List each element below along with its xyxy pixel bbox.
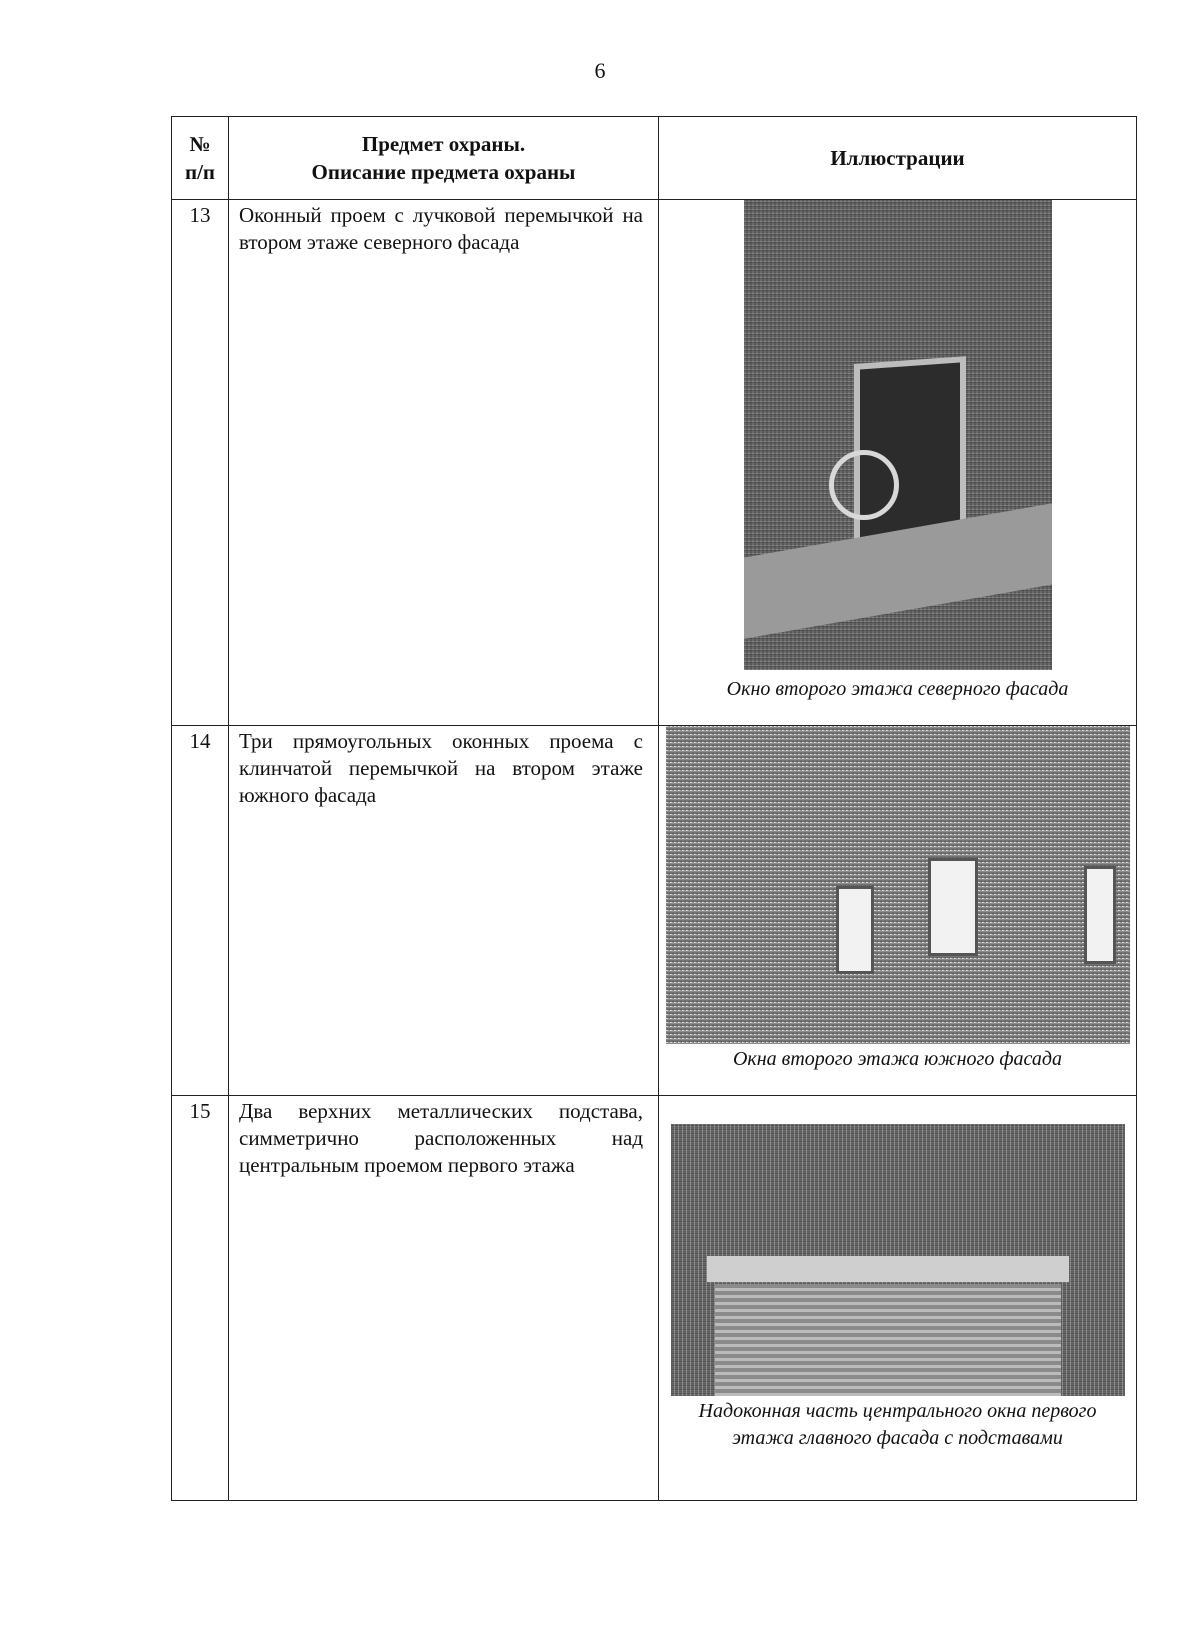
ironwork-curl — [829, 450, 899, 520]
photo-caption: Окно второго этажа северного фасада — [726, 678, 1069, 700]
window-cornice — [707, 1256, 1069, 1282]
header-subject-line2: Описание предмета охраны — [311, 160, 576, 184]
row-description: Два верхних металлических подстава, симметрично расположенных над центральным проемом первого этажа — [229, 1096, 659, 1501]
row-description: Оконный проем с лучковой перемычкой на втором этаже северного фасада — [229, 200, 659, 726]
window-shape — [836, 886, 874, 974]
row-number: 13 — [172, 200, 229, 726]
windows-south-facade-photo — [666, 726, 1130, 1044]
row-illustration — [659, 1096, 1137, 1501]
window-shutter — [715, 1284, 1061, 1396]
window-top-brackets-photo — [671, 1124, 1125, 1396]
table-row — [172, 200, 1137, 726]
page-number: 6 — [594, 58, 606, 83]
header-subject-line1: Предмет охраны. — [361, 132, 526, 156]
header-number — [172, 117, 229, 200]
header-number-line1: № — [189, 132, 211, 156]
row-illustration — [659, 726, 1137, 1096]
table-row — [172, 726, 1137, 1096]
header-number-line2: п/п — [184, 160, 216, 184]
row-number: 14 — [172, 726, 229, 1096]
photo-caption: Надоконная часть центрального окна первого этажа главного фасада с подставами — [698, 1400, 1097, 1449]
table-row — [172, 1096, 1137, 1501]
window-north-facade-photo — [744, 200, 1052, 670]
window-shape — [1084, 866, 1116, 964]
row-illustration — [659, 200, 1137, 726]
window-shape — [928, 858, 978, 956]
photo-caption: Окна второго этажа южного фасада — [732, 1048, 1063, 1070]
header-illustrations: Иллюстрации — [659, 117, 1137, 200]
header-subject — [229, 117, 659, 200]
row-description: Три прямоугольных оконных проема с клинчатой перемычкой на втором этаже южного фасада — [229, 726, 659, 1096]
table-header-row — [172, 117, 1137, 200]
protection-table — [171, 116, 1137, 1501]
row-number: 15 — [172, 1096, 229, 1501]
